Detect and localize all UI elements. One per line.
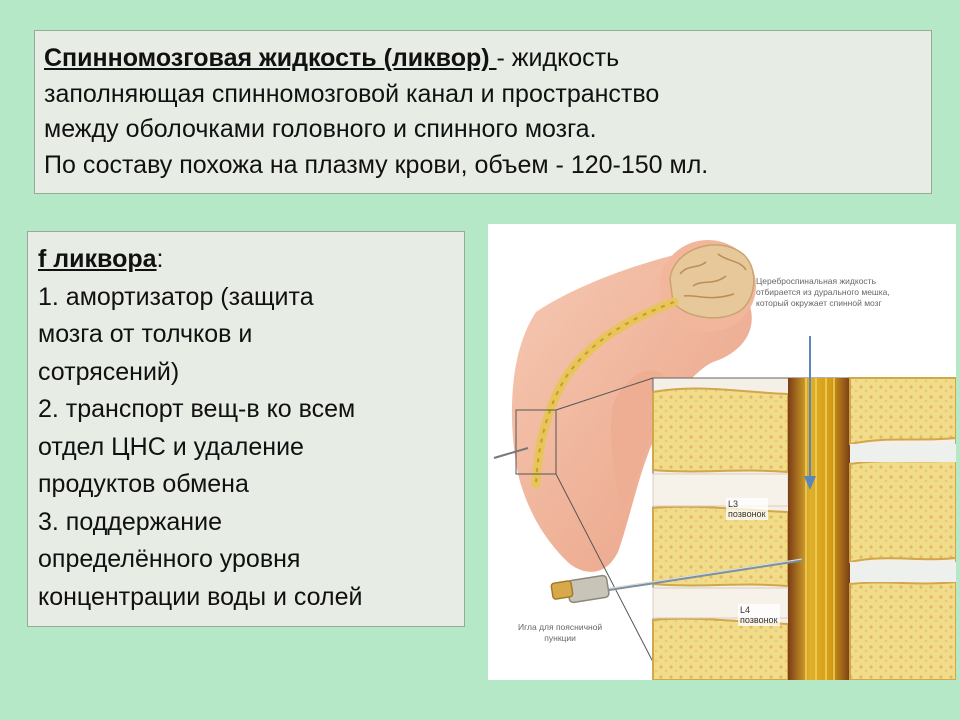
disc-upper: [653, 474, 788, 506]
vertebra-l5: [653, 619, 788, 680]
caption-needle: [518, 622, 602, 644]
label-l3: [726, 498, 768, 520]
definition-line-2: заполняющая спинномозговой канал и пространство: [44, 79, 660, 108]
needle-hub: [567, 575, 610, 603]
vertebra-l4: [653, 507, 788, 586]
function-line-5: отдел ЦНС и удаление: [38, 432, 304, 461]
function-line-1: 1. амортизатор (защита: [38, 282, 314, 311]
functions-title-term: f ликвора: [38, 245, 157, 273]
definition-line-3: между оболочками головного и спинного мозга.: [44, 115, 597, 143]
function-line-4: 2. транспорт вещ-в ко всем: [38, 395, 356, 423]
label-l4-code: L4: [740, 605, 751, 615]
arch-top: [850, 378, 956, 444]
definition-line-1-rest: - жидкость: [496, 44, 620, 72]
functions-title: [38, 241, 454, 279]
label-l4: [738, 604, 780, 626]
function-line-3: сотрясений): [38, 357, 180, 386]
needle-cap: [551, 581, 573, 600]
vertebra-l3: [653, 389, 788, 472]
arch-bottom: [850, 582, 956, 680]
function-line-8: определённого уровня: [38, 545, 301, 573]
function-line-6: продуктов обмена: [38, 470, 249, 498]
caption-csf-line-2: отбирается из дурального мешка,: [756, 287, 890, 297]
ligament-upper: [850, 444, 956, 462]
label-l4-word: позвонок: [740, 615, 778, 625]
definition-term: Спинномозговая жидкость (ликвор): [44, 44, 497, 72]
function-line-2: мозга от толчков и: [38, 320, 253, 348]
arch-middle: [850, 460, 956, 562]
function-line-9: концентрации воды и солей: [38, 582, 363, 611]
function-line-7: 3. поддержание: [38, 507, 222, 536]
spinal-canal: [788, 378, 850, 680]
functions-title-suffix: :: [156, 245, 164, 273]
functions-box: [27, 231, 465, 627]
definition-line-4: По составу похожа на плазму крови, объем - 120-150 мл.: [44, 150, 709, 179]
lumbar-puncture-illustration: [488, 224, 956, 680]
label-l3-word: позвонок: [728, 509, 766, 519]
ligament-lower: [850, 562, 956, 582]
caption-needle-line-2: пункции: [544, 633, 576, 643]
definition-line-1: [44, 41, 921, 77]
caption-needle-line-1: Игла для поясничной: [518, 622, 603, 632]
caption-csf: [756, 276, 890, 309]
caption-csf-line-1: Цереброспинальная жидкость: [756, 276, 877, 286]
caption-csf-line-3: который окружает спинной мозг: [756, 298, 882, 308]
label-l3-code: L3: [728, 499, 739, 509]
magnified-section: [653, 378, 956, 680]
definition-box: [34, 30, 932, 194]
